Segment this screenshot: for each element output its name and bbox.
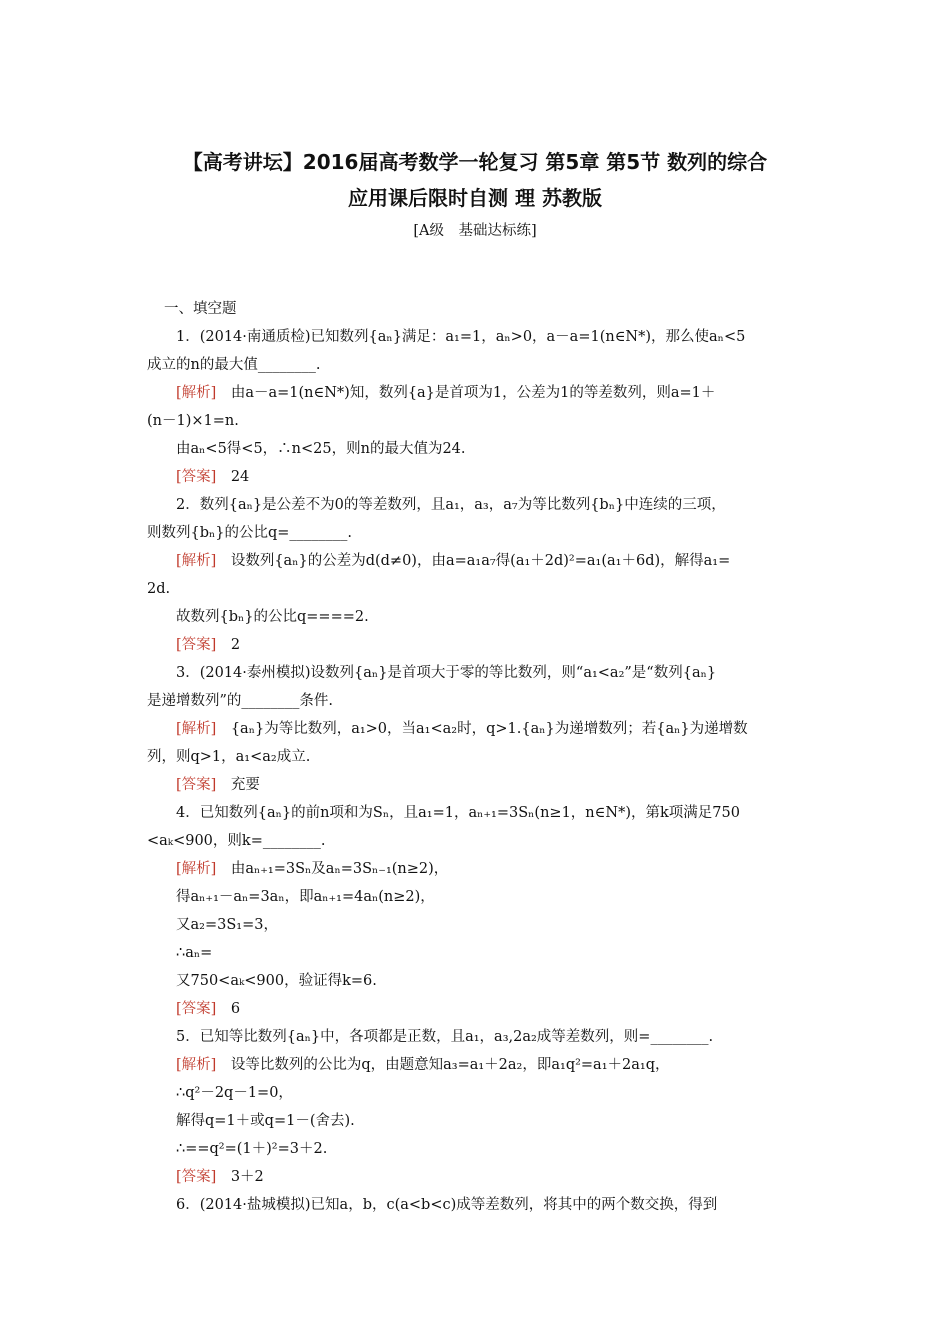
paragraph-line [176,1027,713,1047]
paragraph-line-answer [176,999,240,1019]
answer-tag: [答案] [176,1001,217,1017]
paragraph-line [147,523,352,543]
line-text: 又750<aₖ<900，验证得k=6. [176,973,377,989]
solution-tag: [解析] [176,1057,217,1073]
paragraph-line [147,691,333,711]
line-text: 24 [216,469,250,485]
line-text: 4．已知数列{aₙ}的前n项和为Sₙ，且a₁=1，aₙ₊₁=3Sₙ(n≥1，n∈N*)，第k项满足750 [176,805,740,821]
line-text: {aₙ}为等比数列，a₁>0，当a₁<a₂时，q>1.{aₙ}为递增数列；若{aₙ}为递增数 [216,721,748,737]
paragraph-line-answer [176,467,249,487]
line-text: 5．已知等比数列{aₙ}中，各项都是正数，且a₁，a₃,2a₂成等差数列，则=________. [176,1029,714,1045]
line-text: 由a－a=1(n∈N*)知，数列{a}是首项为1，公差为1的等差数列，则a=1＋ [216,385,716,401]
line-text: 由aₙ₊₁=3Sₙ及aₙ=3Sₙ₋₁(n≥2)， [216,861,449,877]
paragraph-line [176,1139,327,1159]
paragraph-line-answer [176,1167,264,1187]
paragraph-line-solution [176,551,730,571]
line-text: 充要 [216,777,260,793]
solution-tag: [解析] [176,385,217,401]
paragraph-line [176,1195,717,1215]
paragraph-line [176,439,466,459]
paragraph-line-answer [176,635,240,655]
line-text: 又a₂=3S₁=3， [176,917,278,933]
paragraph-line-solution [176,383,715,403]
answer-tag: [答案] [176,637,217,653]
line-text: 由aₙ<5得<5，∴n<25，则n的最大值为24. [176,441,466,457]
line-text: 则数列{bₙ}的公比q=________. [147,525,353,541]
solution-tag: [解析] [176,721,217,737]
line-text: 6．(2014·盐城模拟)已知a，b，c(a<b<c)成等差数列，将其中的两个数交换，得到 [176,1197,718,1213]
line-text: ∴q²－2q－1=0， [176,1085,293,1101]
line-text: 解得q=1＋或q=1－(舍去). [176,1113,355,1129]
line-text: 1．(2014·南通质检)已知数列{aₙ}满足：a₁=1，aₙ>0，a－a=1(n∈N*)，那么使aₙ<5 [176,329,746,345]
paragraph-line-solution [176,859,448,879]
answer-tag: [答案] [176,469,217,485]
answer-tag: [答案] [176,1169,217,1185]
line-text: 故数列{bₙ}的公比q====2. [176,609,369,625]
document-title-line-2: 应用课后限时自测 理 苏教版 [348,186,602,210]
paragraph-line [147,579,170,599]
paragraph-line [176,887,435,907]
solution-tag: [解析] [176,861,217,877]
line-text: 得aₙ₊₁－aₙ=3aₙ，即aₙ₊₁=4aₙ(n≥2)， [176,889,435,905]
paragraph-line [164,299,237,319]
paragraph-line [176,607,369,627]
line-text: 3．(2014·泰州模拟)设数列{aₙ}是首项大于零的等比数列，则“a₁<a₂”是“数列{aₙ} [176,665,717,681]
answer-tag: [答案] [176,777,217,793]
paragraph-line [147,831,325,851]
line-text: 3＋2 [216,1169,264,1185]
paragraph-line [176,915,278,935]
document-title-line-1: 【高考讲坛】2016届高考数学一轮复习 第5章 第5节 数列的综合 [182,150,768,174]
paragraph-line [176,663,716,683]
line-text: 2 [216,637,241,653]
line-text: ∴aₙ= [176,945,213,961]
paragraph-line [176,495,726,515]
paragraph-line [176,943,212,963]
line-text: 一、填空题 [164,301,237,317]
line-text: 成立的n的最大值________. [147,357,321,373]
solution-tag: [解析] [176,553,217,569]
paragraph-line [147,411,239,431]
paragraph-line-answer [176,775,260,795]
line-text: ∴==q²=(1＋)²=3＋2. [176,1141,328,1157]
paragraph-line [147,355,320,375]
line-text: (n－1)×1=n. [147,413,239,429]
paragraph-line [176,803,740,823]
paragraph-line [176,1111,355,1131]
paragraph-line [147,747,310,767]
line-text: 6 [216,1001,241,1017]
line-text: <aₖ<900，则k=________. [147,833,326,849]
line-text: 列，则q>1，a₁<a₂成立. [147,749,311,765]
line-text: 是递增数列”的________条件. [147,693,334,709]
line-text: 2d. [147,581,171,597]
paragraph-line [176,327,745,347]
paragraph-line [176,971,377,991]
paragraph-line-solution [176,1055,669,1075]
paragraph-line-solution [176,719,748,739]
line-text: 2．数列{aₙ}是公差不为0的等差数列，且a₁，a₃，a₇为等比数列{bₙ}中连续的三项， [176,497,726,513]
level-heading: [A级 基础达标练] [413,223,537,239]
paragraph-line [176,1083,293,1103]
line-text: 设等比数列的公比为q，由题意知a₃=a₁＋2a₂，即a₁q²=a₁＋2a₁q， [216,1057,670,1073]
line-text: 设数列{aₙ}的公差为d(d≠0)，由a=a₁a₇得(a₁＋2d)²=a₁(a₁＋6d)，解得a₁= [216,553,731,569]
